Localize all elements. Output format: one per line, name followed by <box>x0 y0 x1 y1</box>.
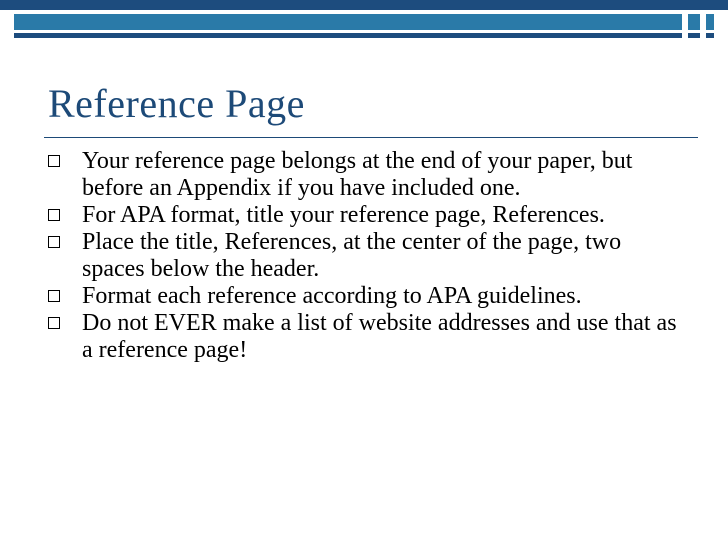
list-item <box>44 229 684 283</box>
bullet-text: Place the title, References, at the center of the page, two spaces below the header. <box>82 229 622 282</box>
banner-bottom-line <box>14 33 682 38</box>
banner-square-2 <box>706 14 714 30</box>
slide-title: Reference Page <box>48 81 305 126</box>
banner-square-1-base <box>688 33 700 38</box>
banner-square-2-base <box>706 33 714 38</box>
list-item <box>44 148 684 202</box>
banner-teal-band <box>14 14 682 30</box>
hollow-square-bullet-icon <box>48 317 60 329</box>
hollow-square-bullet-icon <box>48 236 60 248</box>
list-item <box>44 283 684 310</box>
bullet-text: Do not EVER make a list of website addresses and use that as a reference page! <box>82 310 677 363</box>
header-banner <box>0 0 728 42</box>
hollow-square-bullet-icon <box>48 155 60 167</box>
bullet-text: Format each reference according to APA guidelines. <box>82 283 582 309</box>
title-divider <box>44 137 698 138</box>
list-item <box>44 202 684 229</box>
hollow-square-bullet-icon <box>48 209 60 221</box>
bullet-text: For APA format, title your reference page, References. <box>82 202 605 228</box>
banner-square-1 <box>688 14 700 30</box>
bullet-list <box>44 148 684 364</box>
bullet-text: Your reference page belongs at the end of your paper, but before an Appendix if you have included one. <box>82 148 633 201</box>
hollow-square-bullet-icon <box>48 290 60 302</box>
banner-top-band <box>0 0 728 10</box>
list-item <box>44 310 684 364</box>
